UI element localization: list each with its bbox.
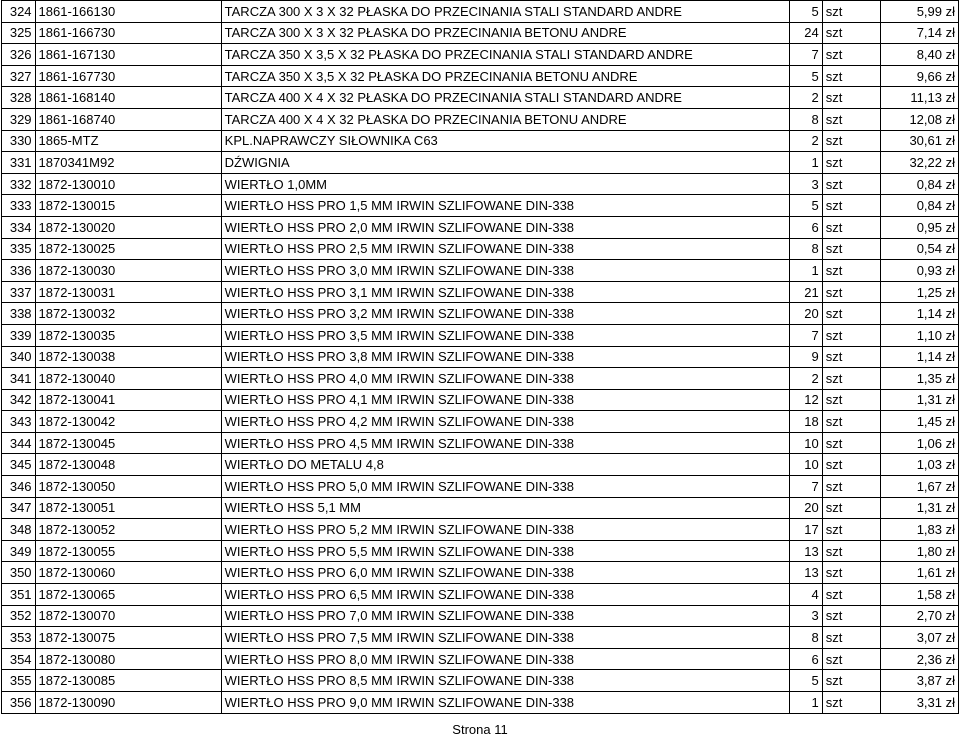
parts-table — [1, 0, 959, 714]
part-index-cell: 1872-130031 — [35, 281, 221, 303]
part-index-cell: 1872-130065 — [35, 584, 221, 606]
price-cell: 8,40 zł — [880, 44, 958, 66]
unit-cell: szt — [822, 44, 880, 66]
price-cell: 2,36 zł — [880, 648, 958, 670]
part-index-cell: 1872-130051 — [35, 497, 221, 519]
part-index-cell: 1861-167130 — [35, 44, 221, 66]
quantity-cell: 3 — [790, 173, 823, 195]
quantity-cell: 24 — [790, 22, 823, 44]
price-cell: 12,08 zł — [880, 108, 958, 130]
quantity-cell: 2 — [790, 130, 823, 152]
quantity-cell: 20 — [790, 497, 823, 519]
part-index-cell: 1872-130045 — [35, 432, 221, 454]
part-index-cell: 1872-130080 — [35, 648, 221, 670]
part-name-cell: WIERTŁO HSS PRO 3,1 MM IRWIN SZLIFOWANE DIN-338 — [221, 281, 790, 303]
quantity-cell: 12 — [790, 389, 823, 411]
quantity-cell: 6 — [790, 648, 823, 670]
price-cell: 0,54 zł — [880, 238, 958, 260]
quantity-cell: 7 — [790, 324, 823, 346]
table-row — [2, 670, 959, 692]
quantity-cell: 7 — [790, 44, 823, 66]
price-cell: 1,10 zł — [880, 324, 958, 346]
table-row — [2, 454, 959, 476]
unit-cell: szt — [822, 454, 880, 476]
quantity-cell: 4 — [790, 584, 823, 606]
quantity-cell: 1 — [790, 152, 823, 174]
price-cell: 1,61 zł — [880, 562, 958, 584]
row-number-cell: 326 — [2, 44, 36, 66]
quantity-cell: 3 — [790, 605, 823, 627]
unit-cell: szt — [822, 324, 880, 346]
unit-cell: szt — [822, 346, 880, 368]
unit-cell: szt — [822, 476, 880, 498]
unit-cell: szt — [822, 173, 880, 195]
table-row — [2, 130, 959, 152]
quantity-cell: 5 — [790, 670, 823, 692]
quantity-cell: 13 — [790, 562, 823, 584]
price-cell: 1,06 zł — [880, 432, 958, 454]
table-row — [2, 44, 959, 66]
table-row — [2, 65, 959, 87]
part-index-cell: 1861-168740 — [35, 108, 221, 130]
price-cell: 1,03 zł — [880, 454, 958, 476]
row-number-cell: 345 — [2, 454, 36, 476]
unit-cell: szt — [822, 130, 880, 152]
row-number-cell: 337 — [2, 281, 36, 303]
part-name-cell: WIERTŁO HSS PRO 7,0 MM IRWIN SZLIFOWANE DIN-338 — [221, 605, 790, 627]
table-row — [2, 1, 959, 23]
table-row — [2, 152, 959, 174]
part-index-cell: 1872-130035 — [35, 324, 221, 346]
part-index-cell: 1872-130042 — [35, 411, 221, 433]
row-number-cell: 338 — [2, 303, 36, 325]
part-index-cell: 1861-167730 — [35, 65, 221, 87]
part-name-cell: DŹWIGNIA — [221, 152, 790, 174]
price-cell: 9,66 zł — [880, 65, 958, 87]
table-row — [2, 389, 959, 411]
price-cell: 1,67 zł — [880, 476, 958, 498]
unit-cell: szt — [822, 562, 880, 584]
unit-cell: szt — [822, 670, 880, 692]
table-row — [2, 368, 959, 390]
unit-cell: szt — [822, 303, 880, 325]
unit-cell: szt — [822, 411, 880, 433]
row-number-cell: 340 — [2, 346, 36, 368]
price-cell: 1,80 zł — [880, 540, 958, 562]
part-index-cell: 1872-130060 — [35, 562, 221, 584]
part-name-cell: WIERTŁO HSS PRO 8,0 MM IRWIN SZLIFOWANE DIN-338 — [221, 648, 790, 670]
quantity-cell: 8 — [790, 627, 823, 649]
price-cell: 1,31 zł — [880, 497, 958, 519]
price-cell: 0,95 zł — [880, 216, 958, 238]
row-number-cell: 348 — [2, 519, 36, 541]
price-cell: 1,35 zł — [880, 368, 958, 390]
part-index-cell: 1872-130025 — [35, 238, 221, 260]
price-cell: 0,84 zł — [880, 195, 958, 217]
quantity-cell: 21 — [790, 281, 823, 303]
part-index-cell: 1872-130055 — [35, 540, 221, 562]
part-name-cell: WIERTŁO 1,0MM — [221, 173, 790, 195]
row-number-cell: 341 — [2, 368, 36, 390]
table-row — [2, 411, 959, 433]
unit-cell: szt — [822, 238, 880, 260]
table-row — [2, 108, 959, 130]
row-number-cell: 334 — [2, 216, 36, 238]
part-name-cell: WIERTŁO HSS PRO 5,5 MM IRWIN SZLIFOWANE DIN-338 — [221, 540, 790, 562]
table-row — [2, 238, 959, 260]
part-name-cell: WIERTŁO DO METALU 4,8 — [221, 454, 790, 476]
row-number-cell: 354 — [2, 648, 36, 670]
part-name-cell: WIERTŁO HSS PRO 5,2 MM IRWIN SZLIFOWANE DIN-338 — [221, 519, 790, 541]
price-cell: 3,87 zł — [880, 670, 958, 692]
part-name-cell: WIERTŁO HSS PRO 3,2 MM IRWIN SZLIFOWANE DIN-338 — [221, 303, 790, 325]
part-name-cell: WIERTŁO HSS PRO 4,0 MM IRWIN SZLIFOWANE DIN-338 — [221, 368, 790, 390]
price-cell: 7,14 zł — [880, 22, 958, 44]
unit-cell: szt — [822, 368, 880, 390]
table-row — [2, 173, 959, 195]
table-row — [2, 281, 959, 303]
table-row — [2, 260, 959, 282]
unit-cell: szt — [822, 87, 880, 109]
price-cell: 1,25 zł — [880, 281, 958, 303]
price-cell: 1,14 zł — [880, 346, 958, 368]
table-row — [2, 692, 959, 714]
quantity-cell: 18 — [790, 411, 823, 433]
part-index-cell: 1872-130032 — [35, 303, 221, 325]
price-cell: 1,14 zł — [880, 303, 958, 325]
part-index-cell: 1872-130040 — [35, 368, 221, 390]
unit-cell: szt — [822, 605, 880, 627]
unit-cell: szt — [822, 519, 880, 541]
row-number-cell: 342 — [2, 389, 36, 411]
unit-cell: szt — [822, 692, 880, 714]
unit-cell: szt — [822, 281, 880, 303]
price-cell: 5,99 zł — [880, 1, 958, 23]
part-index-cell: 1870341M92 — [35, 152, 221, 174]
part-index-cell: 1872-130075 — [35, 627, 221, 649]
unit-cell: szt — [822, 627, 880, 649]
unit-cell: szt — [822, 152, 880, 174]
quantity-cell: 1 — [790, 260, 823, 282]
quantity-cell: 10 — [790, 454, 823, 476]
quantity-cell: 7 — [790, 476, 823, 498]
price-cell: 0,93 zł — [880, 260, 958, 282]
row-number-cell: 325 — [2, 22, 36, 44]
quantity-cell: 6 — [790, 216, 823, 238]
part-index-cell: 1872-130090 — [35, 692, 221, 714]
part-name-cell: TARCZA 350 X 3,5 X 32 PŁASKA DO PRZECINANIA BETONU ANDRE — [221, 65, 790, 87]
unit-cell: szt — [822, 432, 880, 454]
row-number-cell: 347 — [2, 497, 36, 519]
unit-cell: szt — [822, 497, 880, 519]
price-cell: 1,45 zł — [880, 411, 958, 433]
unit-cell: szt — [822, 648, 880, 670]
part-name-cell: WIERTŁO HSS PRO 7,5 MM IRWIN SZLIFOWANE DIN-338 — [221, 627, 790, 649]
page-number: Strona 11 — [452, 722, 508, 737]
part-name-cell: WIERTŁO HSS PRO 6,5 MM IRWIN SZLIFOWANE DIN-338 — [221, 584, 790, 606]
unit-cell: szt — [822, 195, 880, 217]
price-cell: 1,31 zł — [880, 389, 958, 411]
unit-cell: szt — [822, 65, 880, 87]
price-cell: 3,31 zł — [880, 692, 958, 714]
part-index-cell: 1861-168140 — [35, 87, 221, 109]
price-cell: 30,61 zł — [880, 130, 958, 152]
part-name-cell: WIERTŁO HSS PRO 2,0 MM IRWIN SZLIFOWANE DIN-338 — [221, 216, 790, 238]
quantity-cell: 9 — [790, 346, 823, 368]
row-number-cell: 333 — [2, 195, 36, 217]
quantity-cell: 13 — [790, 540, 823, 562]
table-row — [2, 476, 959, 498]
quantity-cell: 1 — [790, 692, 823, 714]
row-number-cell: 351 — [2, 584, 36, 606]
part-name-cell: TARCZA 300 X 3 X 32 PŁASKA DO PRZECINANIA BETONU ANDRE — [221, 22, 790, 44]
price-cell: 1,83 zł — [880, 519, 958, 541]
part-name-cell: WIERTŁO HSS PRO 3,8 MM IRWIN SZLIFOWANE DIN-338 — [221, 346, 790, 368]
quantity-cell: 2 — [790, 368, 823, 390]
unit-cell: szt — [822, 540, 880, 562]
unit-cell: szt — [822, 1, 880, 23]
quantity-cell: 17 — [790, 519, 823, 541]
part-index-cell: 1861-166730 — [35, 22, 221, 44]
row-number-cell: 336 — [2, 260, 36, 282]
table-row — [2, 648, 959, 670]
unit-cell: szt — [822, 389, 880, 411]
row-number-cell: 324 — [2, 1, 36, 23]
table-row — [2, 195, 959, 217]
price-cell: 2,70 zł — [880, 605, 958, 627]
table-row — [2, 540, 959, 562]
unit-cell: szt — [822, 260, 880, 282]
table-row — [2, 584, 959, 606]
part-name-cell: TARCZA 300 X 3 X 32 PŁASKA DO PRZECINANIA STALI STANDARD ANDRE — [221, 1, 790, 23]
part-name-cell: WIERTŁO HSS PRO 9,0 MM IRWIN SZLIFOWANE DIN-338 — [221, 692, 790, 714]
part-name-cell: WIERTŁO HSS PRO 3,5 MM IRWIN SZLIFOWANE DIN-338 — [221, 324, 790, 346]
row-number-cell: 339 — [2, 324, 36, 346]
row-number-cell: 355 — [2, 670, 36, 692]
row-number-cell: 344 — [2, 432, 36, 454]
quantity-cell: 10 — [790, 432, 823, 454]
part-name-cell: TARCZA 400 X 4 X 32 PŁASKA DO PRZECINANIA STALI STANDARD ANDRE — [221, 87, 790, 109]
row-number-cell: 332 — [2, 173, 36, 195]
part-index-cell: 1872-130030 — [35, 260, 221, 282]
row-number-cell: 356 — [2, 692, 36, 714]
part-index-cell: 1861-166130 — [35, 1, 221, 23]
table-row — [2, 605, 959, 627]
part-index-cell: 1872-130085 — [35, 670, 221, 692]
part-name-cell: WIERTŁO HSS PRO 4,2 MM IRWIN SZLIFOWANE DIN-338 — [221, 411, 790, 433]
quantity-cell: 20 — [790, 303, 823, 325]
quantity-cell: 8 — [790, 108, 823, 130]
row-number-cell: 335 — [2, 238, 36, 260]
part-index-cell: 1872-130010 — [35, 173, 221, 195]
row-number-cell: 327 — [2, 65, 36, 87]
part-name-cell: WIERTŁO HSS PRO 1,5 MM IRWIN SZLIFOWANE DIN-338 — [221, 195, 790, 217]
row-number-cell: 346 — [2, 476, 36, 498]
row-number-cell: 350 — [2, 562, 36, 584]
table-row — [2, 497, 959, 519]
row-number-cell: 329 — [2, 108, 36, 130]
row-number-cell: 353 — [2, 627, 36, 649]
quantity-cell: 2 — [790, 87, 823, 109]
price-cell: 32,22 zł — [880, 152, 958, 174]
unit-cell: szt — [822, 216, 880, 238]
part-index-cell: 1872-130020 — [35, 216, 221, 238]
quantity-cell: 8 — [790, 238, 823, 260]
table-row — [2, 87, 959, 109]
part-index-cell: 1872-130070 — [35, 605, 221, 627]
row-number-cell: 343 — [2, 411, 36, 433]
price-cell: 3,07 zł — [880, 627, 958, 649]
part-index-cell: 1872-130050 — [35, 476, 221, 498]
table-row — [2, 216, 959, 238]
price-cell: 1,58 zł — [880, 584, 958, 606]
quantity-cell: 5 — [790, 195, 823, 217]
table-row — [2, 562, 959, 584]
row-number-cell: 331 — [2, 152, 36, 174]
table-row — [2, 346, 959, 368]
price-cell: 11,13 zł — [880, 87, 958, 109]
row-number-cell: 349 — [2, 540, 36, 562]
part-index-cell: 1872-130041 — [35, 389, 221, 411]
table-row — [2, 324, 959, 346]
row-number-cell: 352 — [2, 605, 36, 627]
table-row — [2, 303, 959, 325]
part-name-cell: WIERTŁO HSS 5,1 MM — [221, 497, 790, 519]
part-name-cell: WIERTŁO HSS PRO 8,5 MM IRWIN SZLIFOWANE DIN-338 — [221, 670, 790, 692]
parts-table-body — [2, 1, 959, 714]
unit-cell: szt — [822, 22, 880, 44]
part-name-cell: TARCZA 400 X 4 X 32 PŁASKA DO PRZECINANIA BETONU ANDRE — [221, 108, 790, 130]
part-name-cell: KPL.NAPRAWCZY SIŁOWNIKA C63 — [221, 130, 790, 152]
part-index-cell: 1872-130038 — [35, 346, 221, 368]
quantity-cell: 5 — [790, 65, 823, 87]
part-index-cell: 1872-130048 — [35, 454, 221, 476]
table-row — [2, 627, 959, 649]
part-name-cell: WIERTŁO HSS PRO 3,0 MM IRWIN SZLIFOWANE DIN-338 — [221, 260, 790, 282]
part-name-cell: WIERTŁO HSS PRO 4,1 MM IRWIN SZLIFOWANE DIN-338 — [221, 389, 790, 411]
table-row — [2, 22, 959, 44]
row-number-cell: 328 — [2, 87, 36, 109]
part-name-cell: WIERTŁO HSS PRO 5,0 MM IRWIN SZLIFOWANE DIN-338 — [221, 476, 790, 498]
part-name-cell: WIERTŁO HSS PRO 6,0 MM IRWIN SZLIFOWANE DIN-338 — [221, 562, 790, 584]
part-name-cell: WIERTŁO HSS PRO 4,5 MM IRWIN SZLIFOWANE DIN-338 — [221, 432, 790, 454]
part-index-cell: 1872-130015 — [35, 195, 221, 217]
unit-cell: szt — [822, 108, 880, 130]
part-index-cell: 1872-130052 — [35, 519, 221, 541]
row-number-cell: 330 — [2, 130, 36, 152]
price-cell: 0,84 zł — [880, 173, 958, 195]
part-index-cell: 1865-MTZ — [35, 130, 221, 152]
table-row — [2, 519, 959, 541]
table-row — [2, 432, 959, 454]
unit-cell: szt — [822, 584, 880, 606]
part-name-cell: WIERTŁO HSS PRO 2,5 MM IRWIN SZLIFOWANE DIN-338 — [221, 238, 790, 260]
part-name-cell: TARCZA 350 X 3,5 X 32 PŁASKA DO PRZECINANIA STALI STANDARD ANDRE — [221, 44, 790, 66]
quantity-cell: 5 — [790, 1, 823, 23]
